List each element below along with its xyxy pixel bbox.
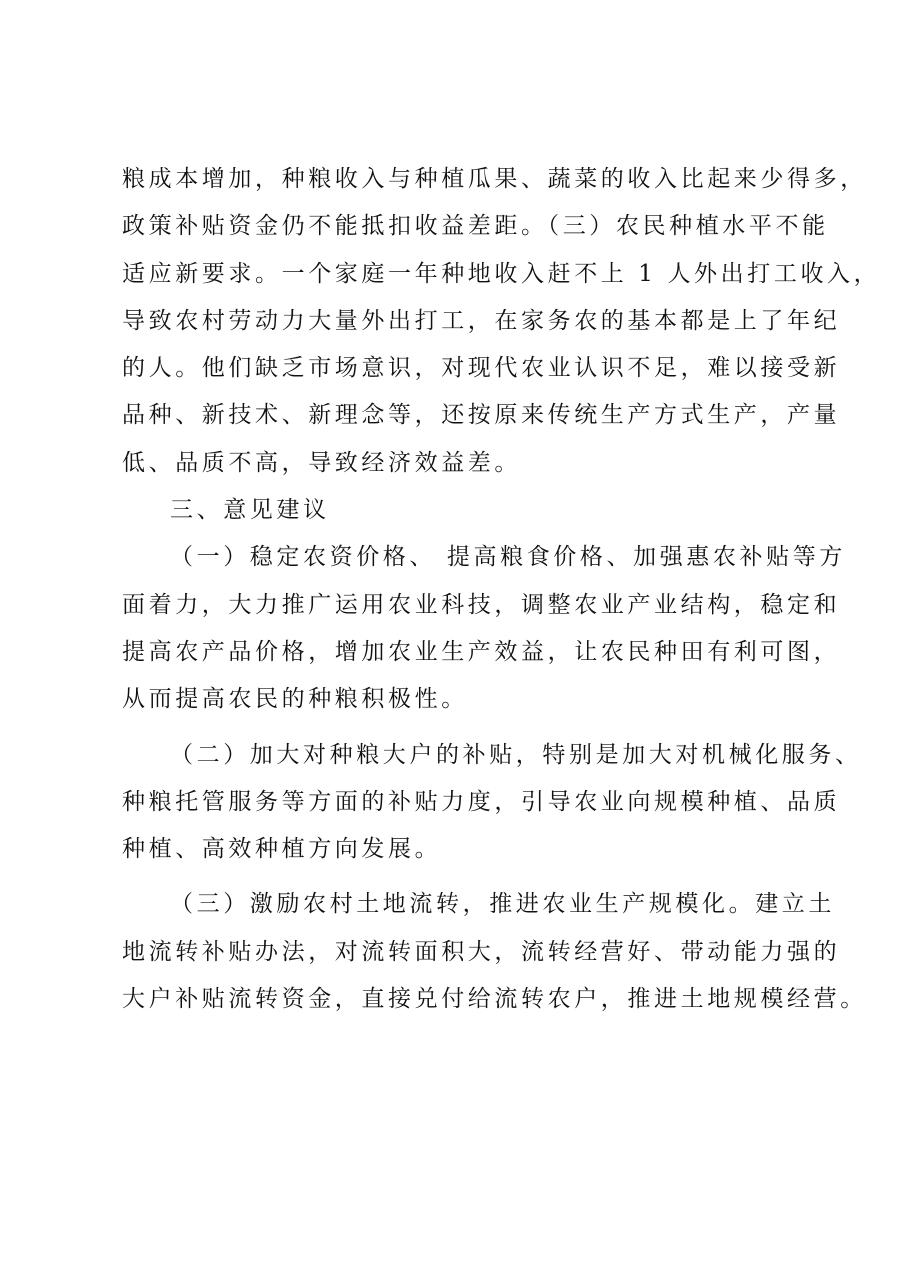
document-body [122,156,881,1023]
text-line: 品种、新技术、新理念等，还按原来传统生产方式生产，产量 [122,402,841,429]
text-line: 种植、高效种植方向发展。 [122,836,442,863]
paragraph-suggestion-3 [122,881,867,1023]
text-line: 适应新要求。一个家庭一年种地收入赶不上 1 人外出打工收入， [122,260,881,287]
text-line: 从而提高农民的种粮积极性。 [122,686,468,713]
heading-text: 三、意见建议 [170,497,330,524]
text-line: 提高农产品价格，增加农业生产效益，让农民种田有利可图， [122,638,841,665]
text-line: 地流转补贴办法，对流转面积大，流转经营好、带动能力强的 [122,938,841,965]
text-line: 大户补贴流转资金，直接兑付给流转农户，推进土地规模经营。 [122,986,867,1013]
paragraph-continuation [122,156,881,487]
paragraph-suggestion-2 [122,732,862,874]
text-line: 种粮托管服务等方面的补贴力度，引导农业向规模种植、品质 [122,788,841,815]
text-line: 的人。他们缺乏市场意识，对现代农业认识不足，难以接受新 [122,355,841,382]
paragraph-suggestion-1 [122,534,846,723]
text-line: （二）加大对种粮大户的补贴，特别是加大对机械化服务、 [170,741,862,768]
text-line: 政策补贴资金仍不能抵扣收益差距。（三）农民种植水平不能 [122,213,829,240]
text-line: 导致农村劳动力大量外出打工，在家务农的基本都是上了年纪 [122,307,841,334]
text-line: （三）激励农村土地流转，推进农业生产规模化。建立土 [170,891,835,918]
section-heading [122,487,802,534]
text-line: （一）稳定农资价格、 提高粮食价格、加强惠农补贴等方 [170,544,846,571]
text-line: 粮成本增加，种粮收入与种植瓜果、蔬菜的收入比起来少得多， [122,166,867,192]
text-line: 低、品质不高，导致经济效益差。 [122,449,521,476]
text-line: 面着力，大力推广运用农业科技，调整农业产业结构，稳定和 [122,591,841,618]
